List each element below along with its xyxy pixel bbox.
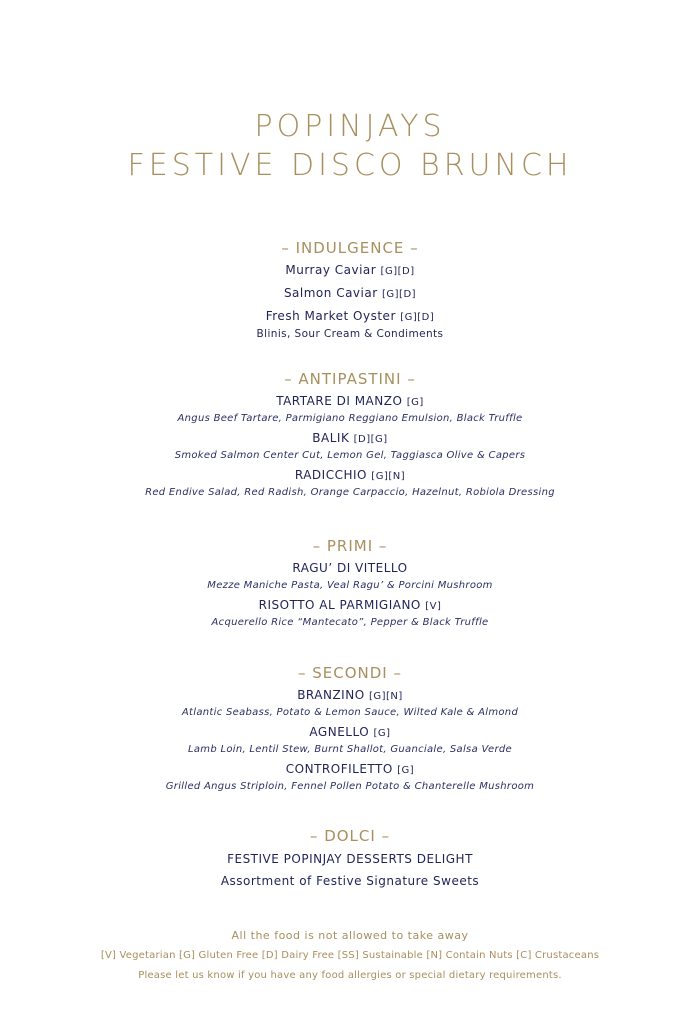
- menu-item-name: RADICCHIO: [294, 468, 367, 482]
- takeaway-notice: All the food is not allowed to take away: [231, 929, 469, 942]
- menu-item-name: Salmon Caviar: [283, 286, 378, 300]
- section-heading: – ANTIPASTINI –: [284, 370, 416, 388]
- section-indulgence: [0, 238, 700, 341]
- menu-item-description: Red Endive Salad, Red Radish, Orange Carpaccio, Hazelnut, Robiola Dressing: [145, 487, 555, 498]
- menu-item-name: BALIK: [312, 431, 350, 445]
- menu-item: [0, 307, 700, 327]
- menu-item: [0, 723, 700, 743]
- menu-item: [0, 429, 700, 449]
- menu-title-line-1: POPINJAYS: [254, 109, 446, 144]
- menu-item: [0, 284, 700, 304]
- section-antipastini: [0, 369, 700, 500]
- menu-item-name: FESTIVE POPINJAY DESSERTS DELIGHT: [227, 852, 473, 866]
- section-heading: – INDULGENCE –: [281, 239, 419, 257]
- menu-item-tag: [G]: [406, 397, 424, 408]
- menu-item-tag: [V]: [425, 601, 442, 612]
- menu-item-note: Blinis, Sour Cream & Condiments: [256, 328, 444, 340]
- menu-item-description: Smoked Salmon Center Cut, Lemon Gel, Taggiasca Olive & Capers: [174, 450, 526, 461]
- menu-item: [0, 261, 700, 281]
- menu-item-tag: [G][D]: [380, 266, 415, 277]
- menu-item-description: Assortment of Festive Signature Sweets: [220, 874, 480, 888]
- menu-item: [0, 760, 700, 780]
- menu-item: [0, 596, 700, 616]
- menu-item-name: BRANZINO: [297, 688, 365, 702]
- menu-item-tag: [G][N]: [371, 471, 406, 482]
- menu-item-tag: [G][N]: [368, 691, 403, 702]
- menu-item: [0, 466, 700, 486]
- section-dolci: [0, 826, 700, 890]
- menu-item-name: AGNELLO: [309, 725, 370, 739]
- menu-item-name: CONTROFILETTO: [285, 762, 393, 776]
- dietary-legend: [V] Vegetarian [G] Gluten Free [D] Dairy Free [SS] Sustainable [N] Contain Nuts [C] Crustaceans: [100, 950, 600, 961]
- menu-item-name: RISOTTO AL PARMIGIANO: [258, 598, 421, 612]
- menu-item-description: Angus Beef Tartare, Parmigiano Reggiano Emulsion, Black Truffle: [177, 413, 523, 424]
- menu-item-tag: [G]: [397, 765, 415, 776]
- menu-item-description: Lamb Loin, Lentil Stew, Burnt Shallot, Guanciale, Salsa Verde: [187, 744, 512, 755]
- menu-title-line-2: FESTIVE DISCO BRUNCH: [127, 148, 573, 183]
- menu-item-description: Atlantic Seabass, Potato & Lemon Sauce, Wilted Kale & Almond: [181, 707, 519, 718]
- menu-item-name: RAGU’ DI VITELLO: [292, 561, 408, 575]
- section-heading: – DOLCI –: [309, 827, 391, 845]
- menu-item-name: TARTARE DI MANZO: [276, 394, 403, 408]
- menu-item-tag: [D][G]: [353, 434, 388, 445]
- menu-item-name: Murray Caviar: [285, 263, 377, 277]
- menu-item: [0, 559, 700, 579]
- menu-item-tag: [G]: [373, 728, 391, 739]
- menu-item-tag: [G][D]: [381, 289, 417, 300]
- allergy-notice: Please let us know if you have any food allergies or special dietary requirements.: [138, 970, 562, 981]
- menu-item-description: Grilled Angus Striploin, Fennel Pollen Potato & Chanterelle Mushroom: [165, 781, 535, 792]
- menu-item: [0, 686, 700, 706]
- menu-footer: [0, 926, 700, 986]
- section-heading: – SECONDI –: [297, 664, 402, 682]
- menu-item-description: Acquerello Rice “Mantecato”, Pepper & Black Truffle: [211, 617, 489, 628]
- section-secondi: [0, 663, 700, 794]
- section-primi: [0, 536, 700, 630]
- menu-item-description: Mezze Maniche Pasta, Veal Ragu’ & Porcini Mushroom: [207, 580, 493, 591]
- menu-item-tag: [G][D]: [400, 312, 435, 323]
- section-heading: – PRIMI –: [312, 537, 388, 555]
- menu-item: [0, 392, 700, 412]
- menu-item-name: Fresh Market Oyster: [265, 309, 396, 323]
